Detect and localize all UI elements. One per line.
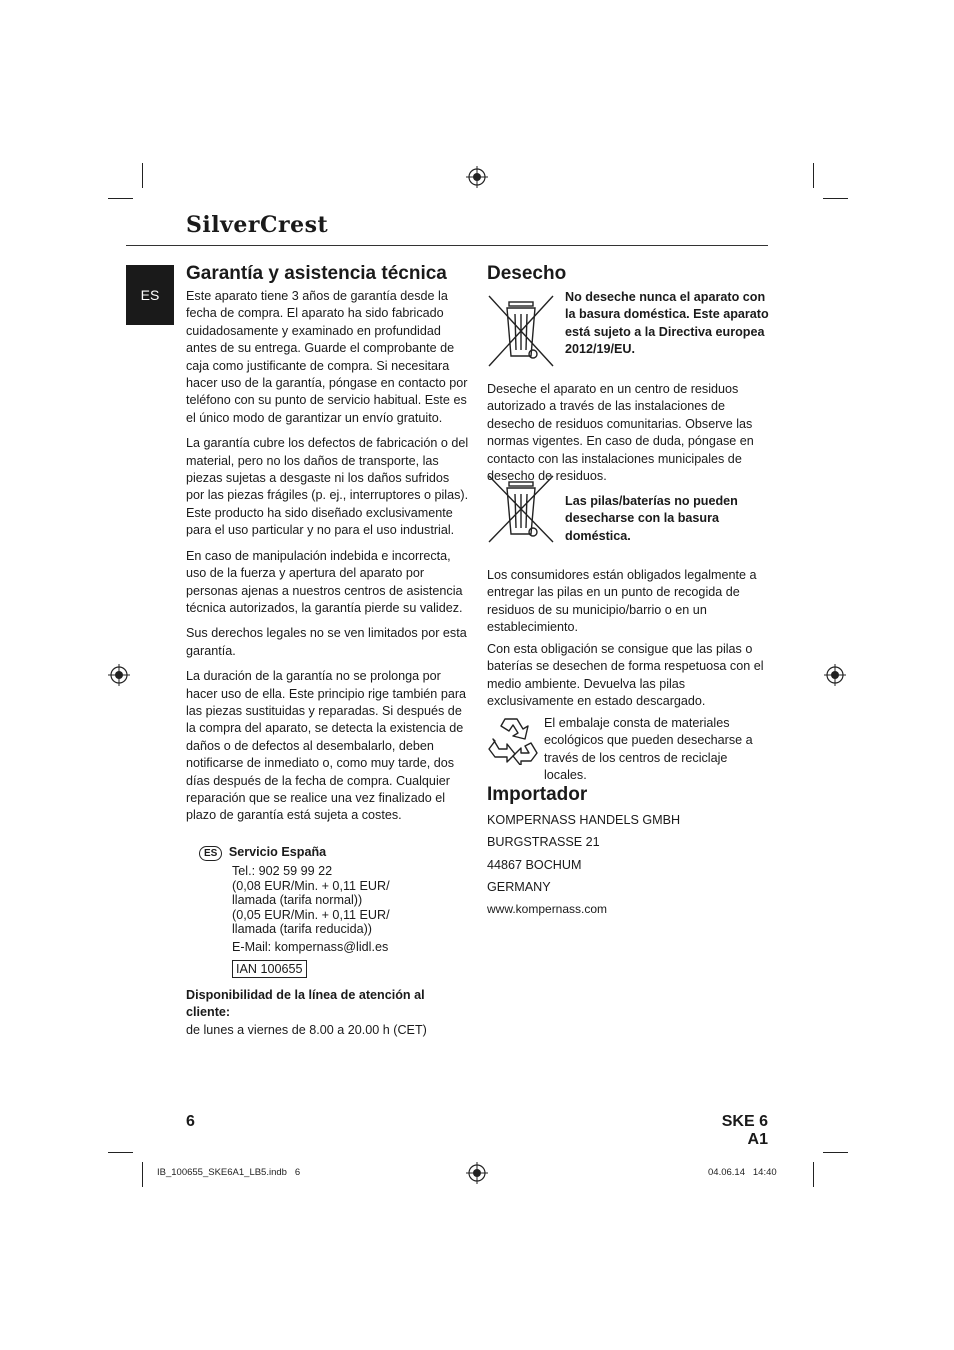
disposal-heading: Desecho	[487, 263, 567, 284]
warranty-heading: Garantía y asistencia técnica	[186, 263, 447, 284]
country-badge: ES	[199, 846, 222, 861]
warranty-section	[186, 263, 470, 829]
availability-title: Disponibilidad de la línea de atención al cliente:	[186, 988, 425, 1020]
crop-mark	[142, 163, 143, 188]
registration-mark-icon	[824, 664, 846, 686]
service-rate: llamada (tarifa reducida))	[232, 922, 372, 937]
address-line: 44867 BOCHUM	[487, 857, 582, 872]
print-slug-date: 04.06.14 14:40	[708, 1167, 777, 1178]
importer-address	[487, 809, 769, 920]
warranty-paragraph-4: Sus derechos legales no se ven limitados por esta garantía.	[186, 626, 467, 658]
warranty-paragraph-5: La duración de la garantía no se prolonga por hacer uso de ella. Este principio rige también para las piezas sustituidas y reparadas. Si después de la compra del aparato, se detecta la existencia de daños o de defectos al desembalarlo, deben notificarse de inmediato o, como muy tarde, dos días después de la fecha de compra. Cualquier reparación que se realice una vez finalizado el plazo de garantía está sujeta a costes.	[186, 669, 467, 823]
registration-mark-icon	[466, 166, 488, 188]
crossed-bin-battery-icon	[487, 474, 555, 544]
availability-block	[186, 987, 470, 1039]
ian-box: IAN 100655	[232, 960, 307, 978]
packaging-text: El embalaje consta de materiales ecológicos que pueden desecharse a través de los centros de reciclaje locales.	[544, 716, 753, 783]
crop-mark	[108, 198, 133, 199]
address-line: BURGSTRASSE 21	[487, 835, 600, 850]
battery-paragraph-1: Los consumidores están obligados legalmente a entregar las pilas en un punto de recogida de residuos de su municipio/barrio o en un establecimiento.	[487, 568, 757, 635]
crop-mark	[108, 1152, 133, 1153]
service-rate: llamada (tarifa normal))	[232, 893, 363, 908]
service-rate: (0,08 EUR/Min. + 0,11 EUR/	[232, 878, 390, 893]
crop-mark	[813, 1162, 814, 1187]
header-rule	[126, 245, 768, 246]
model-number: SKE 6 A1	[721, 1113, 768, 1148]
crop-mark	[142, 1162, 143, 1187]
registration-mark-icon	[108, 664, 130, 686]
importer-heading: Importador	[487, 784, 588, 805]
language-tab: ES	[126, 265, 174, 325]
address-line: GERMANY	[487, 879, 551, 894]
website-link[interactable]: www.kompernass.com	[487, 902, 608, 917]
service-email: E-Mail: kompernass@lidl.es	[232, 939, 389, 954]
brand-logo: SilverCrest	[186, 212, 329, 238]
print-slug-file: IB_100655_SKE6A1_LB5.indb 6	[157, 1167, 301, 1178]
address-line: KOMPERNASS HANDELS GMBH	[487, 813, 681, 827]
battery-paragraph-2: Con esta obligación se consigue que las pilas o baterías se desechen de forma respetuosa con el medio ambiente. Devuelva las pilas exclusivamente en estado descargado.	[487, 642, 764, 709]
page-number: 6	[186, 1113, 195, 1130]
recycling-icon	[487, 715, 539, 765]
crossed-bin-icon	[487, 292, 555, 370]
service-block	[199, 845, 459, 978]
availability-text: de lunes a viernes de 8.00 a 20.00 h (CET)	[186, 1022, 427, 1037]
service-title: Servicio España	[228, 845, 327, 859]
crop-mark	[813, 163, 814, 188]
service-phone: Tel.: 902 59 99 22	[232, 864, 333, 878]
disposal-paragraph: Deseche el aparato en un centro de residuos autorizado a través de las instalaciones de desecho de residuos comunitarias. Observe las normas vigentes. En caso de duda, póngase en contacto con las instalaciones municipales de desecho de residuos.	[487, 382, 754, 484]
bin-warning-text: No deseche nunca el aparato con la basura doméstica. Este aparato está sujeto a la Directiva europea 2012/19/EU.	[565, 290, 769, 357]
disposal-section	[487, 263, 566, 285]
registration-mark-icon	[466, 1162, 488, 1184]
warranty-paragraph-1: Este aparato tiene 3 años de garantía desde la fecha de compra. El aparato ha sido fabricado cuidadosamente y examinado en profundidad antes de su entrega. Guarde el comprobante de caja como justificante de compra. Si necesitara hacer uso de la garantía, póngase en contacto por teléfono con su punto de servicio habitual. Este es el único modo de garantizar un envío gratuito.	[186, 289, 468, 425]
importer-section	[487, 784, 587, 806]
battery-warning-text: Las pilas/baterías no pueden desecharse con la basura doméstica.	[565, 494, 738, 543]
warranty-paragraph-2: La garantía cubre los defectos de fabricación o del material, pero no los daños de transporte, las piezas sujetas a desgaste ni los daños sufridos por las piezas frágiles (p. ej., interruptores o pilas). Este producto ha sido diseñado exclusivamente para el uso particular y no para el uso industrial.	[186, 436, 469, 538]
service-rate: (0,05 EUR/Min. + 0,11 EUR/	[232, 907, 390, 922]
crop-mark	[823, 198, 848, 199]
crop-mark	[823, 1152, 848, 1153]
warranty-paragraph-3: En caso de manipulación indebida e incorrecta, uso de la fuerza y apertura del aparato por personas ajenas a nuestros centros de asistencia técnica autorizados, la garantía pierde su validez.	[186, 548, 463, 615]
